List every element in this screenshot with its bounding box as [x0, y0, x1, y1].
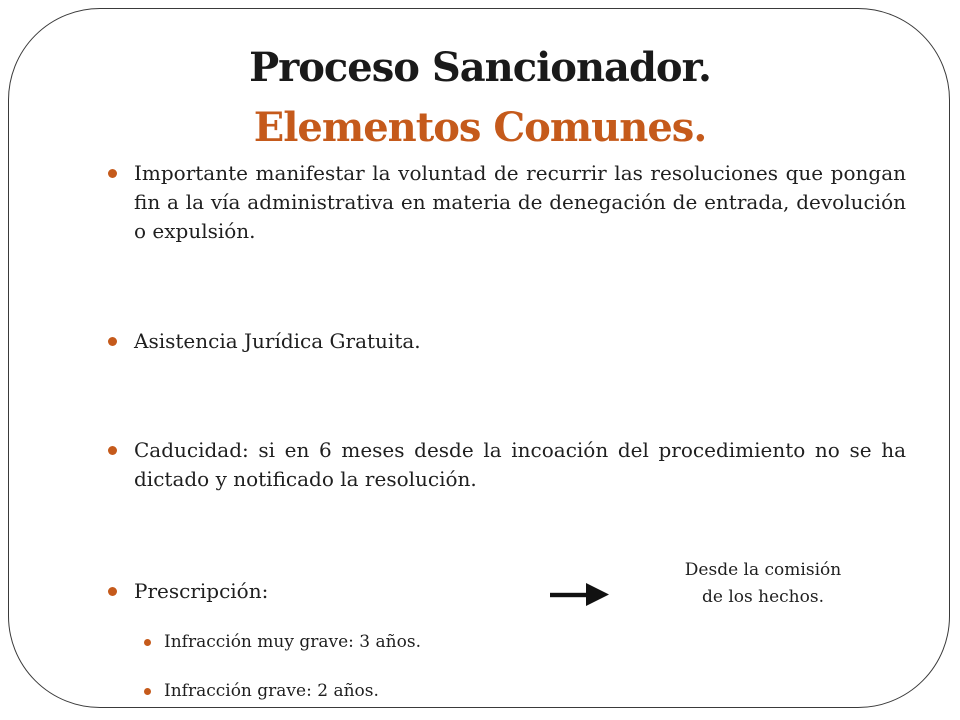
bullet-text: Prescripción:: [134, 579, 269, 603]
bullet-text: Caducidad: si en 6 meses desde la incoación del procedimiento no se ha dictado y notificado la resolución.: [134, 438, 906, 491]
bullet-caducidad: [134, 436, 906, 494]
note-line2: de los hechos.: [702, 587, 824, 607]
bullet-dot: [108, 169, 117, 178]
sub-bullet-grave: [164, 679, 379, 703]
bullet-prescripcion: [134, 577, 434, 606]
sub-bullet-text: Infracción grave: 2 años.: [164, 681, 379, 701]
sub-bullet-muy-grave: [164, 630, 421, 654]
bullet-text: Asistencia Jurídica Gratuita.: [134, 329, 421, 353]
bullet-dot: [108, 337, 117, 346]
prescription-note: [640, 557, 886, 611]
note-line1: Desde la comisión: [684, 560, 842, 580]
sub-bullet-dot: [144, 639, 151, 646]
bullet-dot: [108, 587, 117, 596]
slide-title: Proceso Sancionador.: [249, 44, 711, 91]
bullet-recurso: [134, 159, 906, 246]
right-arrow-icon: [548, 580, 610, 608]
bullet-asistencia: [134, 327, 906, 356]
bullet-text: Importante manifestar la voluntad de recurrir las resoluciones que pongan fin a la vía administrativa en materia de denegación de entrada, devolución o expulsión.: [134, 161, 906, 243]
sub-bullet-text: Infracción muy grave: 3 años.: [164, 632, 421, 652]
sub-bullet-dot: [144, 688, 151, 695]
bullet-dot: [108, 446, 117, 455]
slide-subtitle: Elementos Comunes.: [253, 104, 707, 151]
